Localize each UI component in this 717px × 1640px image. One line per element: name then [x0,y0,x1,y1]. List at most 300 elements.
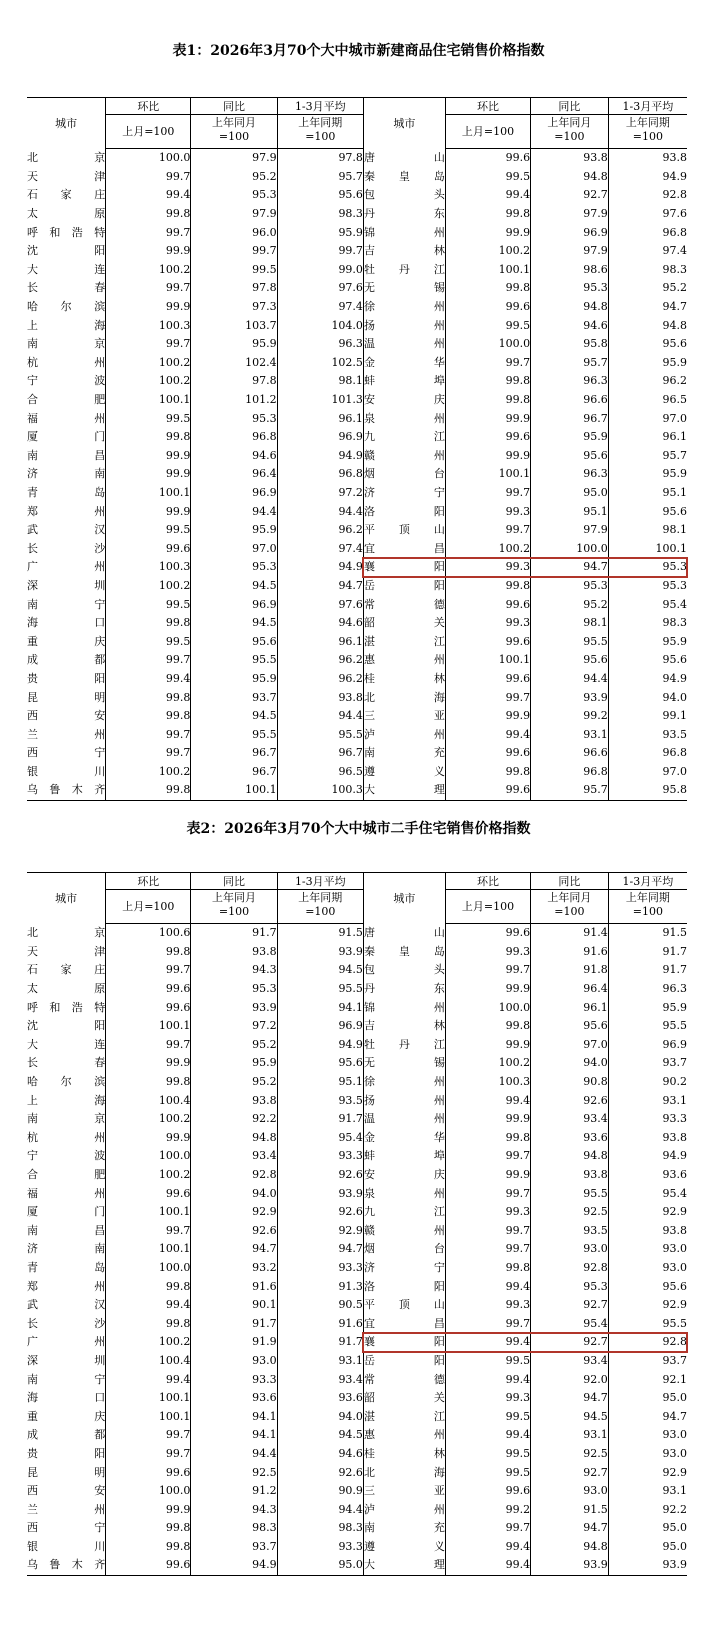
mom-cell: 99.5 [106,632,191,651]
table-row [27,670,687,689]
city-cell: 济南 [27,1240,106,1259]
city-cell: 北京 [27,149,106,168]
city-cell: 青岛 [27,1259,106,1278]
avg-cell: 95.4 [662,1186,687,1200]
yoy-cell: 94.5 [531,1407,609,1426]
city-cell: 安庆 [363,391,445,410]
mom-cell: 99.3 [445,502,530,521]
avg-cell: 93.6 [662,1168,687,1182]
header-avg-base: 上年同期 =100 [277,115,363,149]
avg-cell: 96.8 [662,746,687,760]
city-cell: 福州 [27,409,106,428]
yoy-cell: 96.8 [191,428,277,447]
avg-cell: 92.6 [277,1166,363,1185]
city-cell: 天津 [27,168,106,187]
mom-cell: 99.6 [445,298,530,317]
city-cell: 杭州 [27,1129,106,1148]
city-cell: 平顶山 [363,521,445,540]
city-cell: 遵义 [363,1538,445,1557]
yoy-cell: 97.9 [191,205,277,224]
yoy-cell: 94.7 [531,1389,609,1408]
city-cell: 大理 [363,781,445,800]
avg-cell: 94.4 [277,1500,363,1519]
mom-cell: 99.8 [106,707,191,726]
mom-cell: 99.5 [445,1463,530,1482]
mom-cell: 99.4 [106,670,191,689]
city-cell: 西安 [27,707,106,726]
city-cell: 徐州 [363,298,445,317]
mom-cell: 99.7 [445,1314,530,1333]
yoy-cell: 94.1 [191,1426,277,1445]
table-row [27,688,687,707]
mom-cell: 99.3 [445,1203,530,1222]
city-cell: 蚌埠 [363,1147,445,1166]
header-avg-base: 上年同期 =100 [608,890,687,924]
city-cell: 武汉 [27,1296,106,1315]
city-cell: 徐州 [363,1073,445,1092]
city-cell: 洛阳 [363,1277,445,1296]
yoy-cell: 93.3 [191,1370,277,1389]
yoy-cell: 92.7 [531,1296,609,1315]
avg-cell: 90.9 [277,1482,363,1501]
yoy-cell: 98.6 [531,261,609,280]
mom-cell: 99.3 [445,1389,530,1408]
mom-cell: 100.0 [445,998,530,1017]
table-row [27,502,687,521]
avg-cell: 93.3 [277,1147,363,1166]
mom-cell: 99.8 [106,614,191,633]
avg-cell: 100.1 [655,541,687,555]
avg-cell: 93.5 [277,1091,363,1110]
avg-cell: 96.2 [662,374,687,388]
avg-cell: 95.1 [277,1073,363,1092]
mom-cell: 100.3 [445,1073,530,1092]
city-cell: 成都 [27,1426,106,1445]
avg-cell: 91.7 [277,1333,363,1352]
mom-cell: 99.7 [445,484,530,503]
yoy-cell: 95.6 [531,447,609,466]
city-cell: 丹东 [363,205,445,224]
avg-cell: 94.9 [277,1036,363,1055]
table-row [27,1147,687,1166]
yoy-cell: 96.1 [531,998,609,1017]
header-avg: 1-3月平均 [608,98,687,115]
mom-cell: 100.0 [106,1482,191,1501]
avg-cell: 90.2 [662,1075,687,1089]
table-row [27,1129,687,1148]
mom-cell: 99.4 [106,1296,191,1315]
yoy-cell: 100.1 [191,781,277,800]
avg-cell: 102.5 [277,354,363,373]
mom-cell: 100.2 [106,1166,191,1185]
yoy-cell: 93.0 [191,1352,277,1371]
header-yoy: 同比 [191,873,277,890]
mom-cell: 99.9 [106,1500,191,1519]
city-cell: 西宁 [27,744,106,763]
header-yoy-base: 上年同月 =100 [531,115,609,149]
yoy-cell: 95.9 [191,521,277,540]
avg-cell: 95.0 [662,1521,687,1535]
mom-cell: 99.9 [106,1054,191,1073]
avg-cell: 93.7 [662,1353,687,1367]
yoy-cell: 95.1 [531,502,609,521]
yoy-cell: 99.2 [531,707,609,726]
mom-cell: 99.4 [445,1426,530,1445]
header-city: 城市 [363,98,445,149]
mom-cell: 99.6 [445,781,530,800]
mom-cell: 100.1 [445,261,530,280]
mom-cell: 100.1 [106,1240,191,1259]
yoy-cell: 93.8 [191,943,277,962]
yoy-cell: 94.1 [191,1407,277,1426]
table-row [27,1500,687,1519]
yoy-cell: 99.5 [191,261,277,280]
yoy-cell: 95.2 [191,1036,277,1055]
city-cell: 赣州 [363,447,445,466]
avg-cell: 95.0 [662,1391,687,1405]
avg-cell: 97.8 [277,149,363,168]
yoy-cell: 97.0 [531,1036,609,1055]
avg-cell: 93.3 [277,1538,363,1557]
city-cell: 包头 [363,961,445,980]
mom-cell: 99.8 [445,279,530,298]
city-cell: 大理 [363,1556,445,1575]
city-cell: 昆明 [27,688,106,707]
yoy-cell: 95.3 [191,980,277,999]
city-cell: 洛阳 [363,502,445,521]
city-cell: 南宁 [27,1370,106,1389]
mom-cell: 99.9 [445,707,530,726]
header-city: 城市 [363,873,445,924]
yoy-cell: 95.9 [191,670,277,689]
city-cell: 上海 [27,1091,106,1110]
city-cell: 平顶山 [363,1296,445,1315]
avg-cell: 93.9 [608,1556,687,1575]
mom-cell: 99.7 [445,521,530,540]
avg-cell: 98.3 [277,1519,363,1538]
avg-cell: 94.7 [277,1240,363,1259]
yoy-cell: 92.2 [191,1110,277,1129]
avg-cell: 96.1 [277,409,363,428]
table-row [27,186,687,205]
yoy-cell: 95.2 [531,595,609,614]
mom-cell: 99.8 [106,943,191,962]
table-row [27,1370,687,1389]
mom-cell: 100.2 [106,261,191,280]
xiangyang-highlight-box [362,1332,688,1353]
avg-cell: 93.3 [662,1112,687,1126]
avg-cell: 92.6 [277,1463,363,1482]
city-cell: 呼和浩特 [27,998,106,1017]
mom-cell: 99.8 [106,205,191,224]
mom-cell: 99.6 [106,1556,191,1575]
table-row [27,1166,687,1185]
avg-cell: 94.0 [662,690,687,704]
yoy-cell: 93.5 [531,1222,609,1241]
yoy-cell: 93.8 [531,1166,609,1185]
yoy-cell: 99.7 [191,242,277,261]
city-cell: 锦州 [363,998,445,1017]
city-cell: 重庆 [27,632,106,651]
avg-cell: 96.1 [277,632,363,651]
table-row [27,428,687,447]
city-cell: 泉州 [363,1184,445,1203]
yoy-cell: 94.7 [191,1240,277,1259]
city-cell: 南昌 [27,447,106,466]
yoy-cell: 94.0 [191,1184,277,1203]
city-cell: 遵义 [363,763,445,782]
yoy-cell: 91.7 [191,924,277,943]
table-row [27,223,687,242]
city-cell: 贵阳 [27,670,106,689]
yoy-cell: 93.9 [531,1556,609,1575]
mom-cell: 99.6 [106,998,191,1017]
mom-cell: 99.9 [106,447,191,466]
table-row [27,409,687,428]
mom-cell: 99.6 [106,1184,191,1203]
yoy-cell: 95.8 [531,335,609,354]
mom-cell: 99.7 [106,1426,191,1445]
table-row [27,1277,687,1296]
avg-cell: 96.5 [277,763,363,782]
city-cell: 南宁 [27,595,106,614]
city-cell: 韶关 [363,1389,445,1408]
yoy-cell: 97.9 [531,242,609,261]
header-yoy-base: 上年同月 =100 [191,115,277,149]
city-cell: 武汉 [27,521,106,540]
avg-cell: 90.5 [277,1296,363,1315]
avg-cell: 93.1 [277,1352,363,1371]
table-row [27,924,687,943]
mom-cell: 100.3 [106,316,191,335]
table-row [27,1091,687,1110]
yoy-cell: 95.3 [191,409,277,428]
table-row [27,707,687,726]
mom-cell: 100.1 [106,484,191,503]
avg-cell: 96.2 [277,670,363,689]
avg-cell: 91.5 [662,926,687,940]
city-cell: 岳阳 [363,1352,445,1371]
mom-cell: 99.4 [106,1370,191,1389]
yoy-cell: 93.9 [191,998,277,1017]
yoy-cell: 97.8 [191,279,277,298]
city-cell: 常德 [363,1370,445,1389]
yoy-cell: 96.6 [531,391,609,410]
mom-cell: 99.4 [106,186,191,205]
mom-cell: 99.9 [445,409,530,428]
avg-cell: 94.0 [277,1407,363,1426]
yoy-cell: 96.7 [531,409,609,428]
city-cell: 北海 [363,1463,445,1482]
yoy-cell: 96.7 [191,744,277,763]
mom-cell: 99.9 [445,1110,530,1129]
yoy-cell: 96.3 [531,372,609,391]
table-row [27,316,687,335]
mom-cell: 99.2 [445,1500,530,1519]
yoy-cell: 93.4 [531,1352,609,1371]
yoy-cell: 91.4 [531,924,609,943]
city-cell: 成都 [27,651,106,670]
avg-cell: 93.8 [662,151,687,165]
avg-cell: 92.9 [277,1222,363,1241]
yoy-cell: 91.6 [191,1277,277,1296]
city-cell: 金华 [363,1129,445,1148]
yoy-cell: 96.9 [191,484,277,503]
avg-cell: 95.6 [662,653,687,667]
table-row [27,484,687,503]
yoy-cell: 91.5 [531,1500,609,1519]
mom-cell: 100.1 [106,1203,191,1222]
avg-cell: 93.0 [662,1242,687,1256]
avg-cell: 94.9 [277,447,363,466]
avg-cell: 91.3 [277,1277,363,1296]
yoy-cell: 94.4 [191,502,277,521]
yoy-cell: 92.6 [191,1222,277,1241]
table-row [27,1463,687,1482]
avg-cell: 96.7 [277,744,363,763]
mom-cell: 99.6 [445,632,530,651]
yoy-cell: 94.5 [191,707,277,726]
avg-cell: 94.4 [277,502,363,521]
mom-cell: 99.8 [106,1314,191,1333]
table-row [27,998,687,1017]
mom-cell: 99.8 [445,763,530,782]
yoy-cell: 97.0 [191,539,277,558]
mom-cell: 99.5 [445,168,530,187]
city-cell: 西宁 [27,1519,106,1538]
table-row [27,279,687,298]
avg-cell: 94.7 [277,577,363,596]
avg-cell: 96.2 [277,651,363,670]
mom-cell: 100.3 [106,558,191,577]
city-cell: 广州 [27,558,106,577]
yoy-cell: 95.5 [531,1184,609,1203]
city-cell: 扬州 [363,316,445,335]
yoy-cell: 101.2 [191,391,277,410]
city-cell: 包头 [363,186,445,205]
mom-cell: 99.7 [106,744,191,763]
mom-cell: 99.7 [106,1036,191,1055]
table-row [27,961,687,980]
avg-cell: 97.6 [277,279,363,298]
avg-cell: 94.9 [662,169,687,183]
mom-cell: 99.6 [106,980,191,999]
city-cell: 宁波 [27,1147,106,1166]
city-cell: 九江 [363,428,445,447]
avg-cell: 95.6 [662,1279,687,1293]
header-yoy-base: 上年同月 =100 [531,890,609,924]
mom-cell: 100.0 [445,335,530,354]
mom-cell: 99.6 [445,744,530,763]
yoy-cell: 92.8 [191,1166,277,1185]
yoy-cell: 97.9 [531,521,609,540]
city-cell: 青岛 [27,484,106,503]
table-row [27,651,687,670]
yoy-cell: 93.7 [191,688,277,707]
avg-cell: 95.3 [662,578,687,592]
mom-cell: 99.9 [106,465,191,484]
city-cell: 深圳 [27,1352,106,1371]
yoy-cell: 96.4 [191,465,277,484]
avg-cell: 94.5 [277,961,363,980]
yoy-cell: 95.3 [531,1277,609,1296]
mom-cell: 100.2 [106,354,191,373]
mom-cell: 99.6 [445,149,530,168]
header-city: 城市 [27,873,106,924]
city-cell: 牡丹江 [363,261,445,280]
table-row [27,1407,687,1426]
table-row [27,1519,687,1538]
mom-cell: 99.8 [106,1073,191,1092]
city-cell: 烟台 [363,465,445,484]
city-cell: 唐山 [363,924,445,943]
city-cell: 福州 [27,1184,106,1203]
yoy-cell: 94.0 [531,1054,609,1073]
city-cell: 南充 [363,1519,445,1538]
table-row [27,614,687,633]
yoy-cell: 96.9 [531,223,609,242]
avg-cell: 92.1 [662,1372,687,1386]
yoy-cell: 97.9 [191,149,277,168]
table-row [27,372,687,391]
mom-cell: 99.7 [106,725,191,744]
yoy-cell: 95.9 [191,1054,277,1073]
mom-cell: 100.1 [106,1017,191,1036]
avg-cell: 96.9 [277,1017,363,1036]
yoy-cell: 93.8 [191,1091,277,1110]
mom-cell: 99.8 [445,391,530,410]
yoy-cell: 95.7 [531,781,609,800]
table-row [27,1445,687,1464]
header-avg: 1-3月平均 [277,98,363,115]
avg-cell: 94.4 [277,707,363,726]
city-cell: 烟台 [363,1240,445,1259]
table2-title: 表2：2026年3月70个大中城市二手住宅销售价格指数 [186,821,531,837]
yoy-cell: 92.7 [531,186,609,205]
yoy-cell: 95.5 [531,632,609,651]
avg-cell: 98.3 [662,616,687,630]
avg-cell: 98.1 [662,523,687,537]
yoy-cell: 92.7 [531,1463,609,1482]
mom-cell: 100.2 [445,242,530,261]
city-cell: 呼和浩特 [27,223,106,242]
city-cell: 济宁 [363,1259,445,1278]
city-cell: 重庆 [27,1407,106,1426]
table-row [27,539,687,558]
table-row [27,298,687,317]
city-cell: 郑州 [27,1277,106,1296]
table-row [27,261,687,280]
mom-cell: 99.8 [445,577,530,596]
yoy-cell: 100.0 [531,539,609,558]
avg-cell: 93.1 [662,1484,687,1498]
yoy-cell: 93.4 [531,1110,609,1129]
city-cell: 海口 [27,614,106,633]
avg-cell: 93.1 [662,1093,687,1107]
city-cell: 唐山 [363,149,445,168]
mom-cell: 99.9 [445,1036,530,1055]
city-cell: 厦门 [27,428,106,447]
yoy-cell: 96.0 [191,223,277,242]
mom-cell: 99.9 [445,1166,530,1185]
header-mom: 环比 [445,98,530,115]
yoy-cell: 98.3 [191,1519,277,1538]
city-cell: 泸州 [363,1500,445,1519]
avg-cell: 95.6 [662,504,687,518]
yoy-cell: 96.4 [531,980,609,999]
city-cell: 襄阳 [363,1333,445,1352]
yoy-cell: 93.9 [531,688,609,707]
